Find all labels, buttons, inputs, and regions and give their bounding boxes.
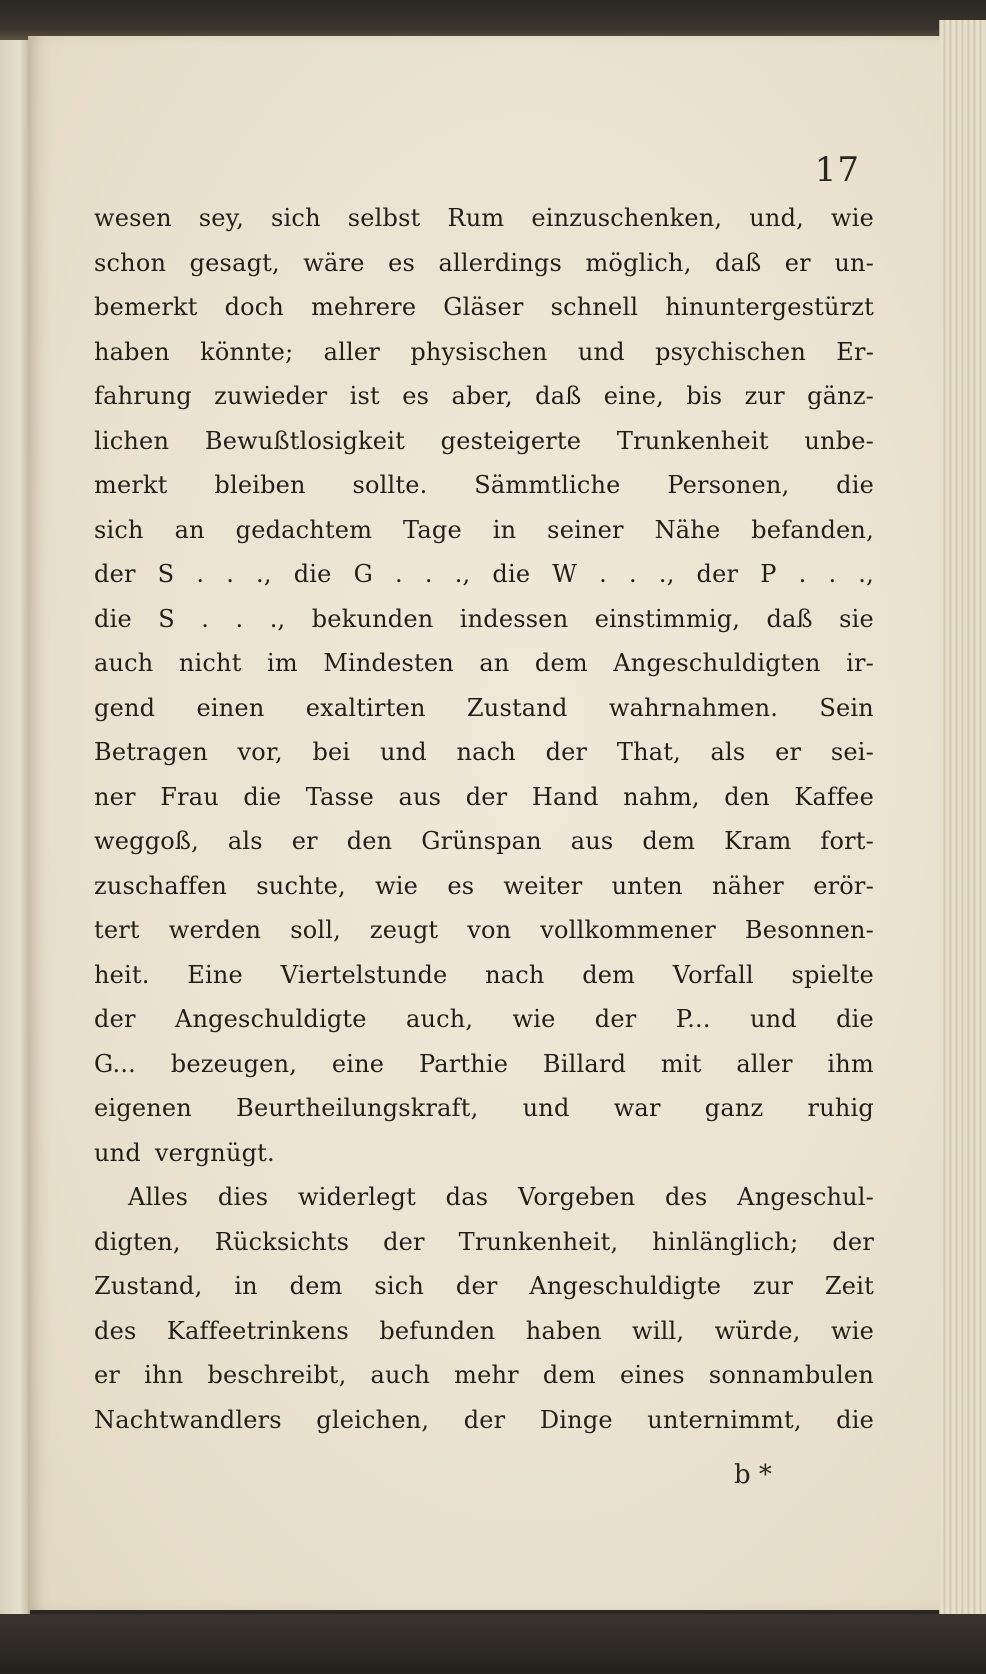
text-line: die S . . ., bekunden indessen einstimmig, daß sie xyxy=(94,604,874,633)
text-line: fahrung zuwieder ist es aber, daß eine, bis zur gänz- xyxy=(94,382,874,410)
text-line: heit. Eine Viertelstunde nach dem Vorfall spielte xyxy=(94,960,874,989)
page-stack-edge xyxy=(939,20,986,1630)
text-line: tert werden soll, zeugt von vollkommener Besonnen- xyxy=(94,916,874,944)
text-line: ner Frau die Tasse aus der Hand nahm, den Kaffee xyxy=(94,782,874,811)
book-bottom-edge xyxy=(0,1614,986,1674)
text-line: bemerkt doch mehrere Gläser schnell hinuntergestürzt xyxy=(94,293,874,321)
text-line: er ihn beschreibt, auch mehr dem eines sonnambulen xyxy=(94,1361,874,1389)
text-line: merkt bleiben sollte. Sämmtliche Personen, die xyxy=(94,471,874,499)
text-line: digten, Rücksichts der Trunkenheit, hinlänglich; der xyxy=(94,1227,874,1256)
text-line: auch nicht im Mindesten an dem Angeschuldigten ir- xyxy=(94,649,874,677)
text-line: Alles dies widerlegt das Vorgeben des Angeschul- xyxy=(128,1183,874,1211)
text-line: zuschaffen suchte, wie es weiter unten näher erör- xyxy=(94,871,874,900)
signature-mark: b * xyxy=(734,1460,772,1490)
text-line: und vergnügt. xyxy=(94,1138,275,1167)
text-line: Zustand, in dem sich der Angeschuldigte zur Zeit xyxy=(94,1272,874,1300)
text-line: weggoß, als er den Grünspan aus dem Kram fort- xyxy=(94,827,874,855)
text-line: der Angeschuldigte auch, wie der P... und die xyxy=(94,1005,874,1033)
text-line: Betragen vor, bei und nach der That, als er sei- xyxy=(94,738,874,766)
text-line: eigenen Beurtheilungskraft, und war ganz ruhig xyxy=(94,1094,874,1122)
text-line: sich an gedachtem Tage in seiner Nähe befanden, xyxy=(94,515,874,544)
text-line: der S . . ., die G . . ., die W . . ., der P . . ., xyxy=(94,560,874,588)
page-number: 17 xyxy=(814,150,860,190)
text-line: haben könnte; aller physischen und psychischen Er- xyxy=(94,337,874,366)
text-line: Nachtwandlers gleichen, der Dinge unternimmt, die xyxy=(94,1405,874,1434)
text-line: des Kaffeetrinkens befunden haben will, würde, wie xyxy=(94,1316,874,1345)
text-line: G... bezeugen, eine Parthie Billard mit aller ihm xyxy=(94,1049,874,1078)
body-text xyxy=(94,204,874,1450)
text-line: gend einen exaltirten Zustand wahrnahmen. Sein xyxy=(94,693,874,722)
text-line: lichen Bewußtlosigkeit gesteigerte Trunkenheit unbe- xyxy=(94,426,874,455)
book-page xyxy=(28,36,940,1610)
book-binding-left xyxy=(0,40,30,1620)
text-line: wesen sey, sich selbst Rum einzuschenken, und, wie xyxy=(94,204,874,232)
text-line: schon gesagt, wäre es allerdings möglich, daß er un- xyxy=(94,248,874,277)
